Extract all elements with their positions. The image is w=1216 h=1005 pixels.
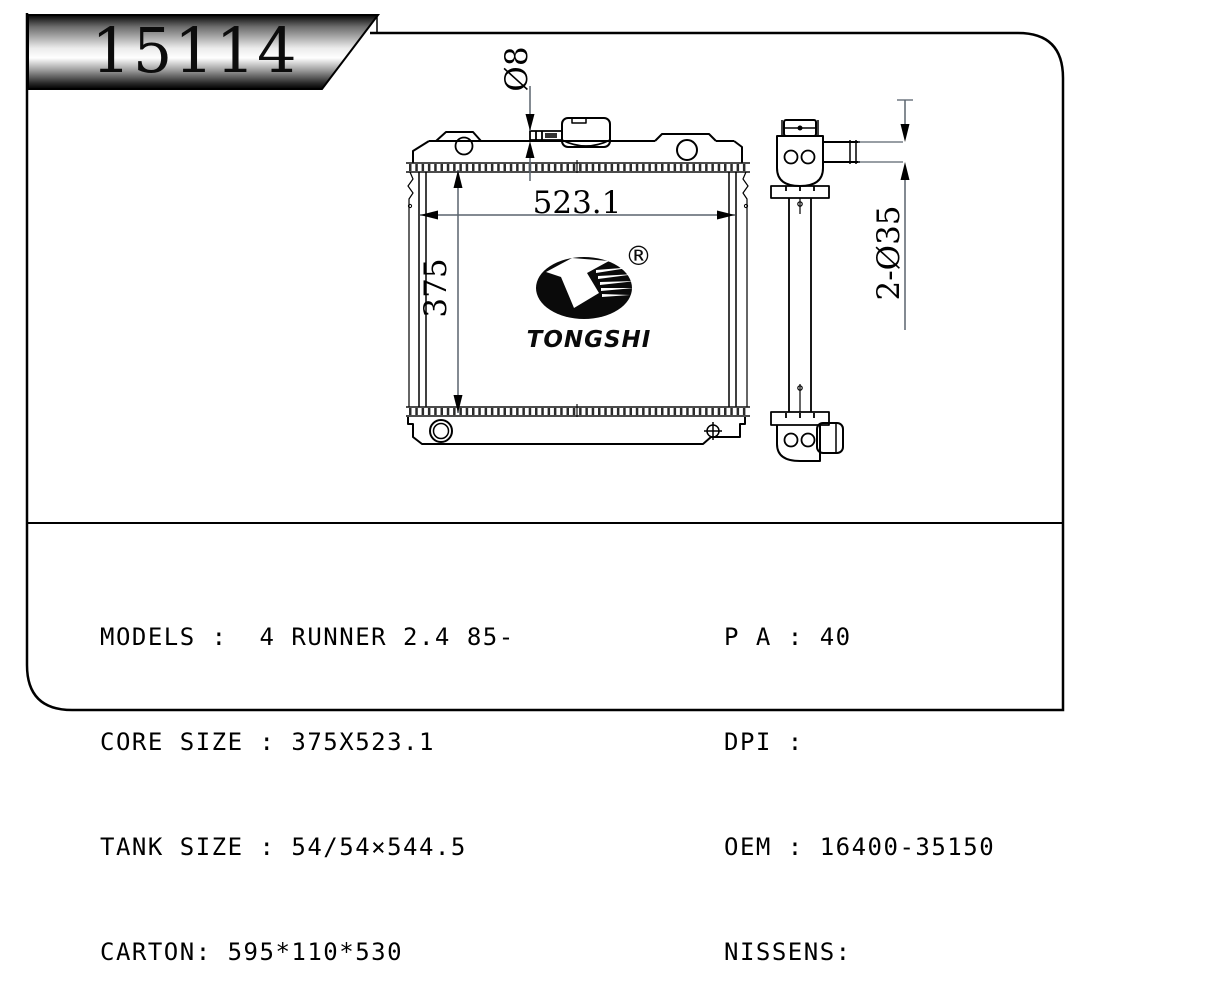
dimension-lines: [420, 86, 913, 413]
spec-oem: OEM : 16400-35150: [724, 833, 996, 861]
part-number: 15114: [91, 14, 299, 87]
brand-logo-mark: [536, 257, 636, 319]
dim-core-height: [454, 170, 463, 413]
spec-core-size: CORE SIZE : 375X523.1: [100, 728, 435, 756]
specs-right-column: [724, 550, 995, 1005]
radiator-cap: [562, 118, 610, 147]
filler-neck: [530, 131, 562, 140]
spec-carton: CARTON: 595*110*530: [100, 938, 404, 966]
bottom-tank: [408, 417, 745, 444]
side-cap: [782, 120, 818, 136]
specs-left-column: [100, 550, 515, 1005]
spec-pa: P A : 40: [724, 623, 852, 651]
spec-dpi: DPI :: [724, 728, 804, 756]
spec-tank-size: TANK SIZE : 54/54×544.5: [100, 833, 467, 861]
brand-name: TONGSHI: [526, 327, 652, 353]
dim-pipes-label: 2-Ø35: [871, 205, 907, 301]
radiator-side-view: [771, 120, 860, 461]
dim-core-width-label: 523.1: [532, 185, 622, 221]
spec-nissens: NISSENS:: [724, 938, 852, 966]
side-top-pipe: [823, 140, 860, 164]
dim-filler-neck-label: Ø8: [499, 46, 535, 92]
side-bottom-tank: [777, 425, 820, 461]
registered-trademark-icon: ®: [625, 241, 652, 272]
side-top-tank: [777, 136, 823, 186]
spec-models: MODELS : 4 RUNNER 2.4 85-: [100, 623, 515, 651]
side-top-flange: [771, 186, 829, 198]
dim-core-height-label: 375: [418, 258, 454, 318]
mount-hole-right: [677, 140, 697, 160]
side-body: [789, 198, 811, 412]
